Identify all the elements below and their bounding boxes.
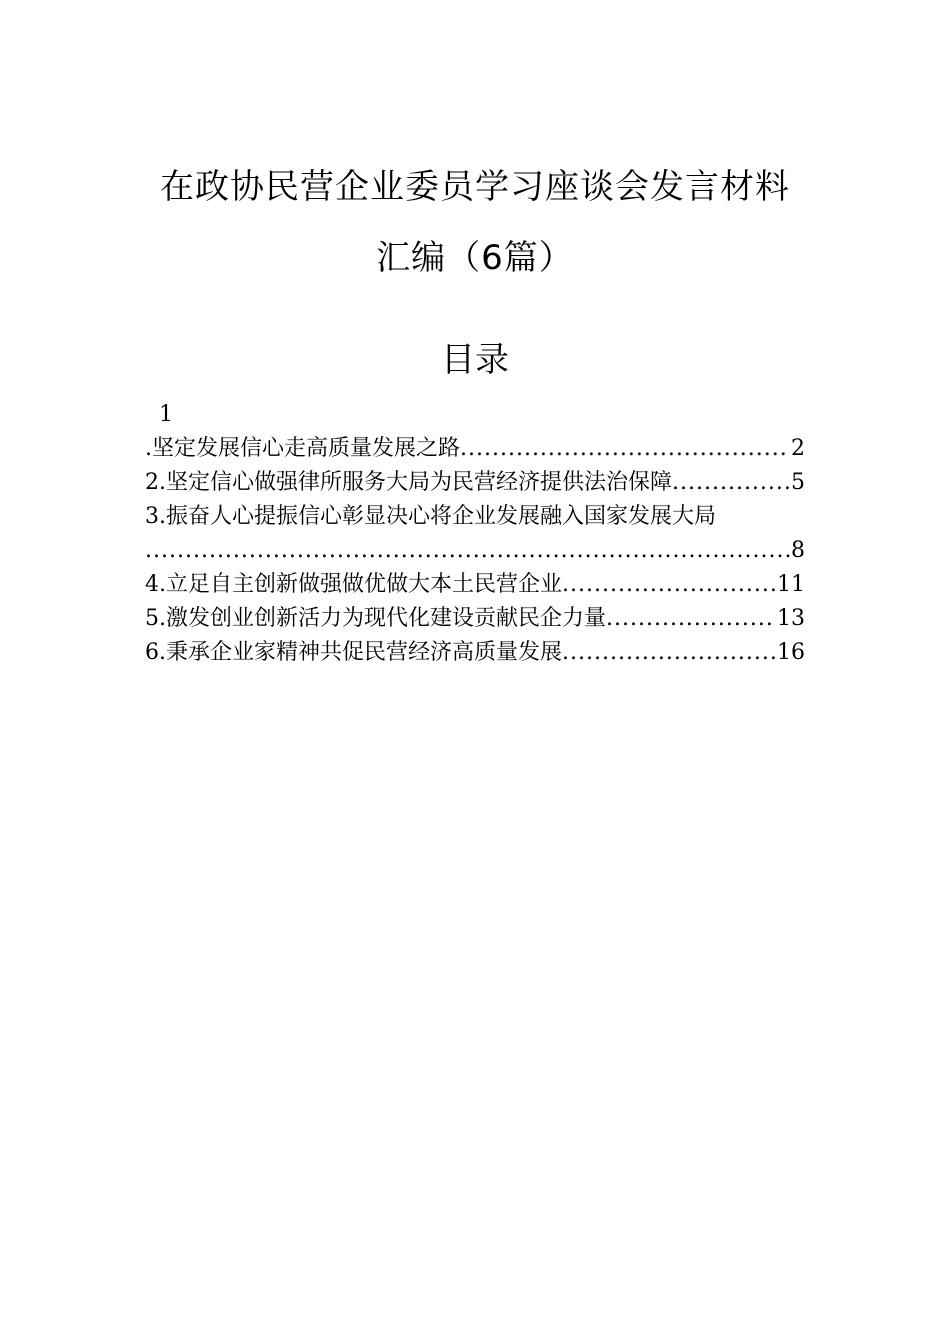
toc-entry-5[interactable] — [145, 602, 805, 636]
toc-dot-leader — [606, 602, 776, 636]
toc-entry-title: 4.立足自主创新做强做优做大本土民营企业 — [145, 572, 562, 597]
toc-entry-title: 3.振奋人心提振信心彰显决心将企业发展融入国家发展大局 — [145, 504, 716, 529]
toc-entry-3[interactable] — [145, 500, 805, 534]
toc-entry-page: 5 — [791, 470, 805, 495]
toc-entry-4[interactable] — [145, 568, 805, 602]
toc-entry-1[interactable] — [145, 432, 805, 466]
toc-entry-page: 13 — [777, 606, 805, 631]
toc-entry-title: 2.坚定信心做强律所服务大局为民营经济提供法治保障 — [145, 470, 672, 495]
toc-entry-6[interactable] — [145, 636, 805, 670]
toc-entry-title: 5.激发创业创新活力为现代化建设贡献民企力量 — [145, 606, 606, 631]
table-of-contents — [145, 398, 805, 670]
toc-entry-page: 2 — [791, 436, 805, 461]
toc-entry-2[interactable] — [145, 466, 805, 500]
toc-dot-leader — [460, 432, 790, 466]
toc-entry-page: 11 — [777, 572, 805, 597]
toc-dot-leader — [672, 466, 790, 500]
toc-entry-1-number-line — [145, 398, 805, 432]
toc-entry-3-leader-line[interactable] — [145, 534, 805, 568]
toc-entry-page: 8 — [791, 538, 805, 563]
toc-entry-page: 16 — [777, 640, 805, 665]
toc-entry-title: .坚定发展信心走高质量发展之路 — [145, 436, 460, 461]
toc-entry-number: 1 — [159, 402, 173, 427]
toc-dot-leader — [562, 568, 776, 602]
document-title-line-1: 在政协民营企业委员学习座谈会发言材料 — [160, 167, 790, 207]
toc-dot-leader — [145, 534, 790, 568]
toc-dot-leader — [562, 636, 776, 670]
toc-heading: 目录 — [441, 340, 509, 380]
document-title-line-2: 汇编（6篇） — [376, 238, 574, 278]
toc-entry-title: 6.秉承企业家精神共促民营经济高质量发展 — [145, 640, 562, 665]
